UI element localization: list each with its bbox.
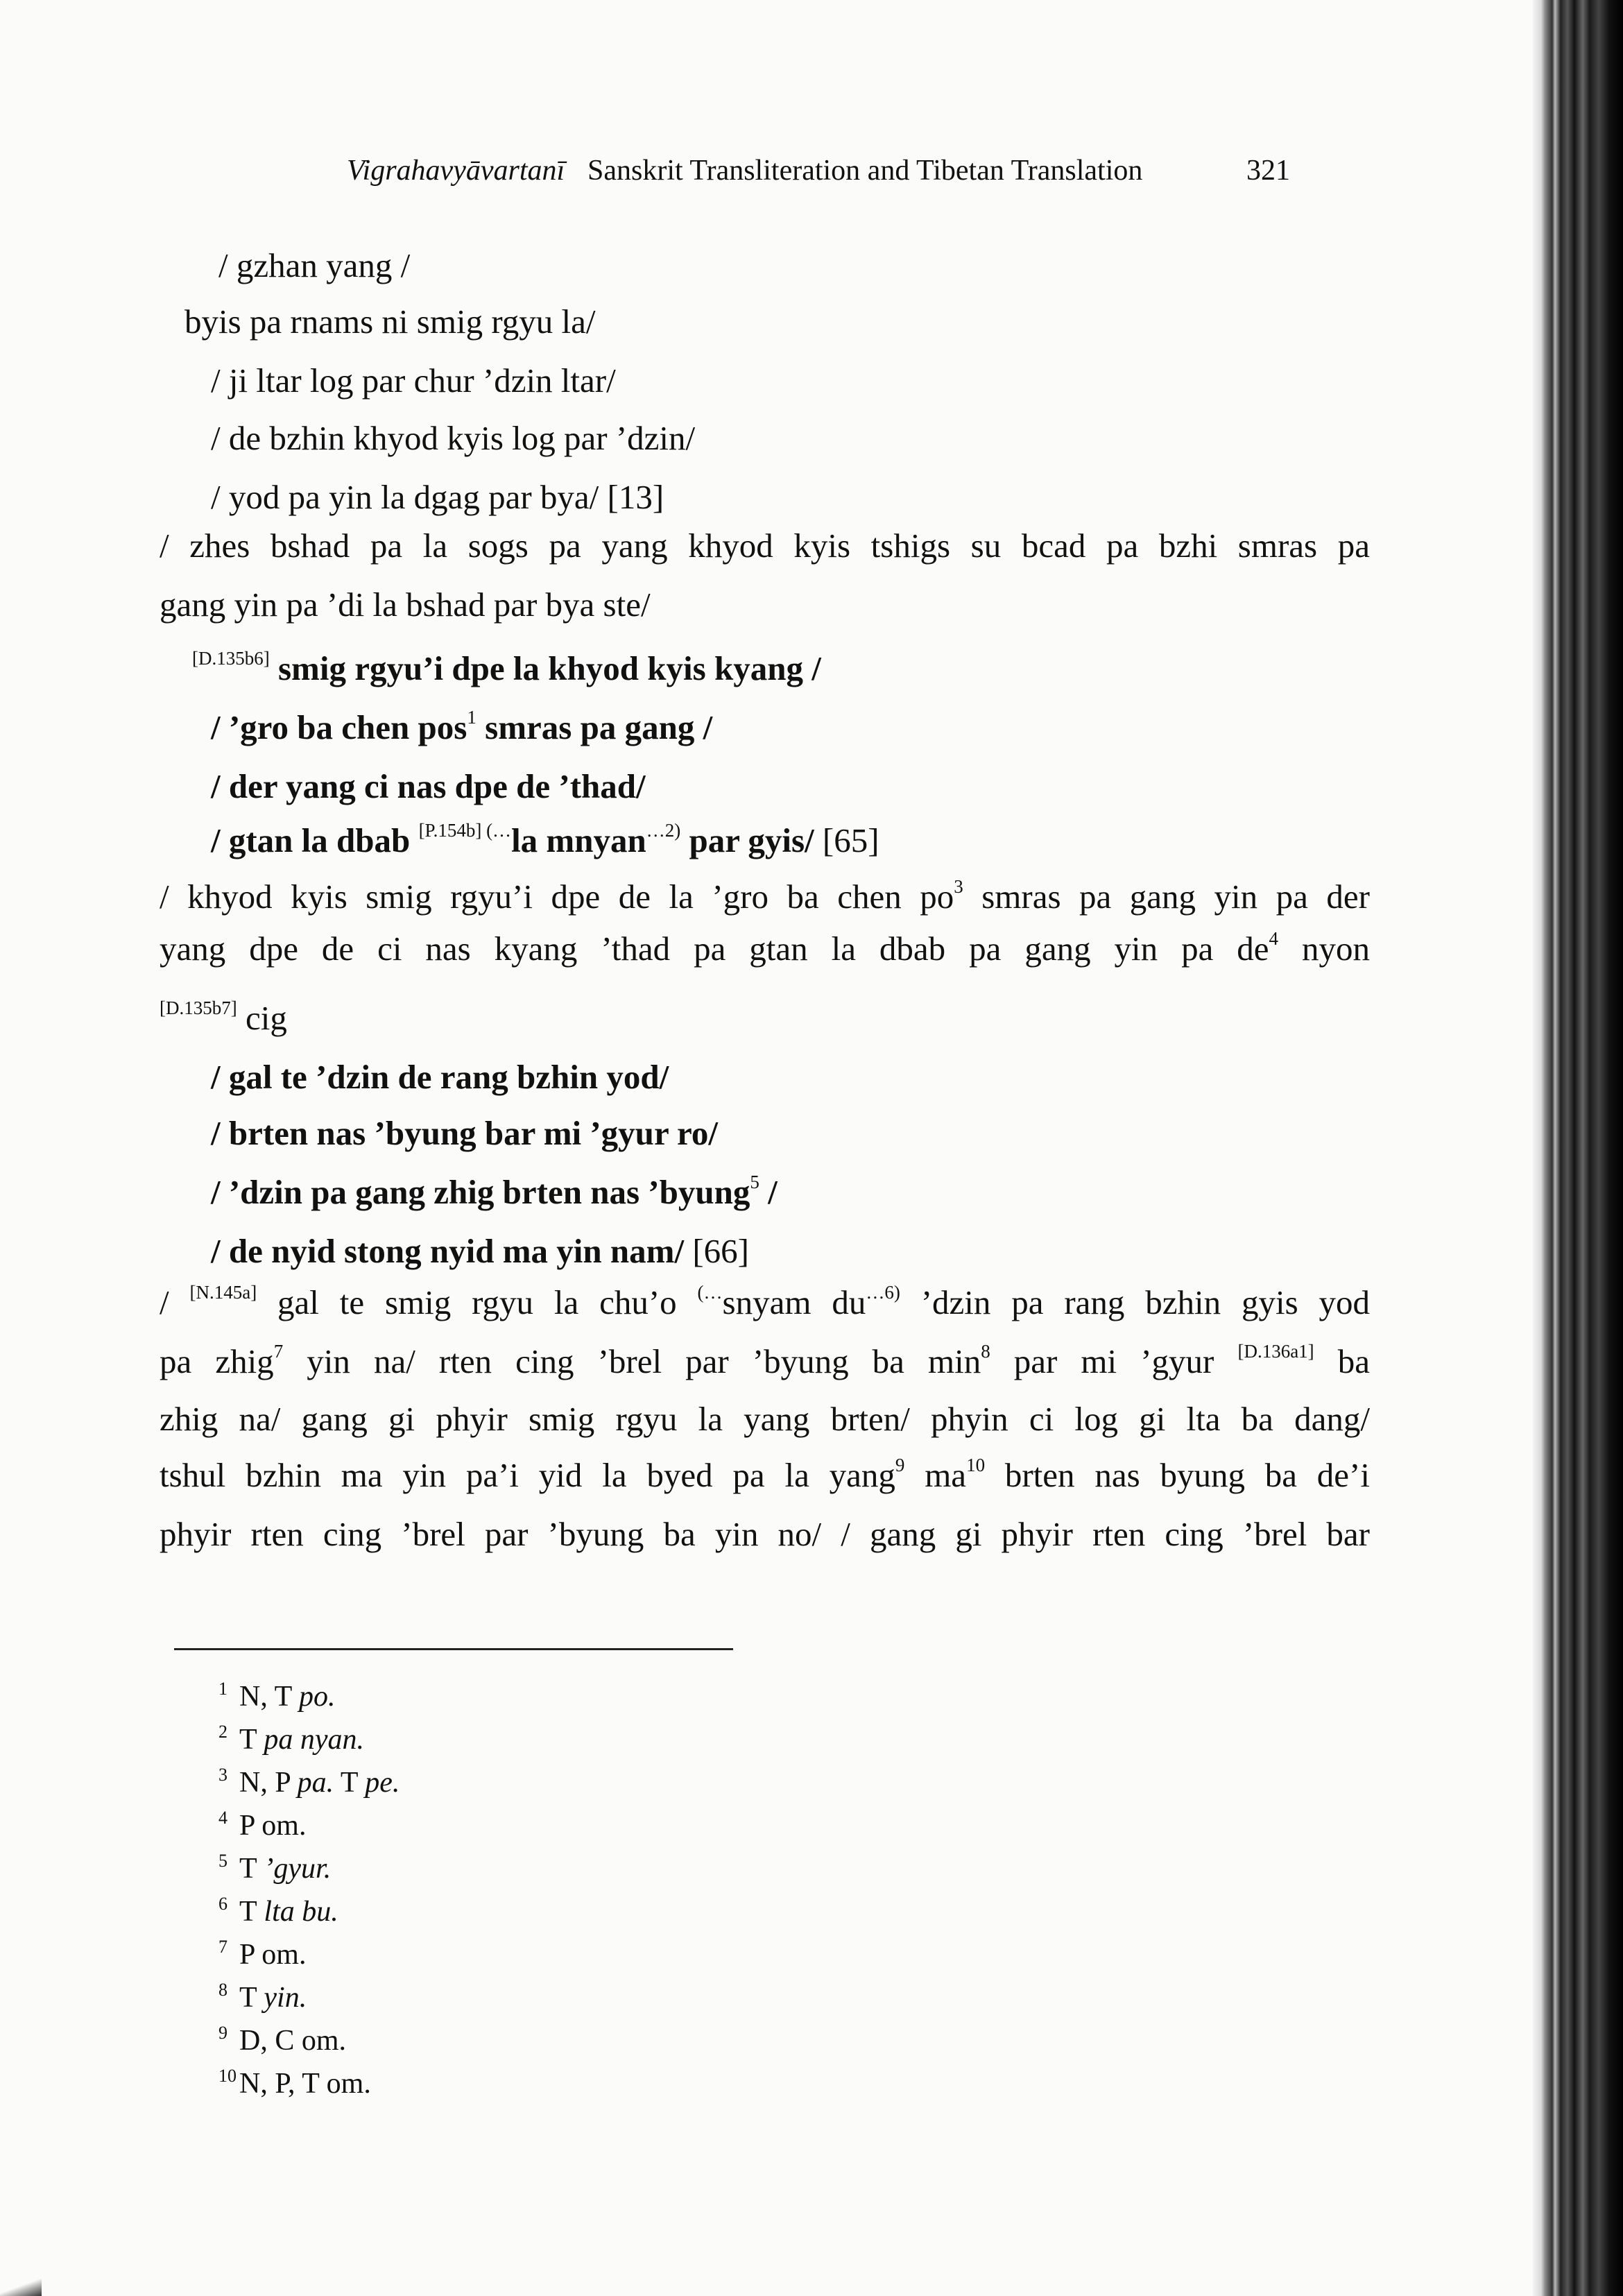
text-segment: / der yang ci nas dpe de ’thad/ [211,767,646,805]
footnote-reading: pe. [365,1767,400,1799]
page-number: 321 [1246,155,1290,187]
text-segment: phyir rten cing ’brel par ’byung ba yin no/ / gang gi phyir rten cing ’brel bar [160,1515,1370,1553]
text-line [211,820,879,866]
footnote-number: 3 [218,1765,227,1785]
section-title: Sanskrit Transliteration and Tibetan Translation [587,155,1143,187]
footnote [218,1765,400,1804]
text-segment: / zhes bshad pa la sogs pa yang khyod kyis tshigs su bcad pa bzhi smras pa [160,526,1370,565]
text-line [160,997,287,1044]
reference-marker: 4 [1269,928,1279,949]
reference-marker: (… [697,1282,723,1303]
text-segment: smras pa gang / [476,708,713,746]
reference-marker: [P.154b] (… [418,820,512,841]
text-line [211,477,664,518]
footnote-number: 6 [218,1894,227,1914]
text-segment: snyam du [722,1283,866,1321]
text-line [211,766,646,807]
footnote [218,1894,338,1933]
text-line [160,1514,1370,1555]
text-line [160,1398,1370,1440]
reference-marker: 3 [954,876,963,897]
footnote-number: 4 [218,1808,227,1828]
text-segment: / yod pa yin la dgag par bya/ [13] [211,478,664,516]
text-line [160,525,1370,567]
text-line [184,301,596,343]
text-segment: [65] [814,821,879,859]
footnote-number: 1 [218,1679,227,1699]
text-line [211,707,712,753]
text-segment: / brten nas ’byung bar mi ’gyur ro/ [211,1114,719,1152]
text-line [192,648,821,694]
footnote-text: N, P, T om. [239,2068,371,2100]
footnote [218,2066,371,2105]
text-segment: / ji ltar log par chur ’dzin ltar/ [211,361,616,400]
text-line [211,360,616,402]
text-line [211,1113,718,1154]
text-line [160,1455,1370,1501]
text-segment: / [160,1283,190,1321]
footnote-number: 10 [218,2066,237,2086]
text-line [211,418,695,459]
footnote-number: 7 [218,1937,227,1957]
text-segment: / gal te ’dzin de rang bzhin yod/ [211,1058,669,1096]
footnote-reading: po. [298,1681,336,1713]
text-line [160,1282,1370,1328]
scanned-book-edge [1533,0,1623,2296]
text-segment: gang yin pa ’di la bshad par bya ste/ [160,585,651,624]
text-segment: byis pa rnams ni smig rgyu la/ [184,302,596,341]
text-segment: yang dpe de ci nas kyang ’thad pa gtan la dbab pa gang yin pa de [160,929,1269,968]
text-segment: / de bzhin khyod kyis log par ’dzin/ [211,419,696,457]
text-line [218,245,410,286]
text-segment: ba [1314,1342,1370,1380]
text-segment: cig [237,999,287,1037]
footnote [218,1722,364,1760]
reference-marker: [D.135b6] [192,648,270,669]
footnote-text: N, T [239,1681,299,1713]
reference-marker: 7 [273,1341,284,1362]
footnote-reading: yin. [264,1982,307,2014]
footnote-reading: pa nyan. [264,1724,365,1756]
text-segment: / gzhan yang / [218,246,411,284]
text-segment: nyon [1278,929,1370,968]
text-segment: par mi ’gyur [990,1342,1238,1380]
text-segment: / [759,1173,778,1211]
footnote-number: 8 [218,1980,227,2000]
footnote [218,1808,306,1847]
text-segment: / de nyid stong nyid ma yin nam/ [211,1232,685,1270]
reference-marker: 10 [966,1455,986,1475]
footnote-rule [174,1648,733,1650]
text-line [211,1231,749,1272]
footnote-text: T [239,1982,264,2014]
text-segment: [66] [684,1232,749,1270]
scan-corner-shadow [0,2275,42,2296]
text-segment: par gyis/ [680,821,814,859]
text-line [211,1172,778,1218]
text-segment: zhig na/ gang gi phyir smig rgyu la yang brten/ phyin ci log gi lta ba dang/ [160,1400,1370,1438]
text-line [160,876,1370,923]
footnote-text: P om. [239,1939,307,1971]
text-segment: / khyod kyis smig rgyu’i dpe de la ’gro ba chen po [160,877,954,916]
text-segment: yin na/ rten cing ’brel par ’byung ba min [283,1342,981,1380]
text-segment: brten nas byung ba de’i [985,1456,1370,1494]
reference-marker: 9 [895,1455,905,1475]
text-segment: / ’dzin pa gang zhig brten nas ’byung [211,1173,750,1211]
footnote-number: 2 [218,1722,227,1742]
footnote-text: N, P [239,1767,298,1799]
footnote [218,1679,335,1717]
text-segment: ma [904,1456,967,1494]
reference-marker: …6) [866,1282,900,1303]
footnote-text: T [239,1724,264,1756]
footnote-text: T [239,1896,264,1928]
text-segment: / ’gro ba chen pos [211,708,467,746]
footnote [218,1980,307,2019]
text-line [160,584,651,626]
footnote-text: T [239,1853,264,1885]
footnote-reading: pa. [297,1767,334,1799]
footnote-text: T [334,1767,366,1799]
footnote-reading: lta bu. [264,1896,338,1928]
text-segment: tshul bzhin ma yin pa’i yid la byed pa la yang [160,1456,895,1494]
reference-marker: …2) [646,820,681,841]
text-line [160,928,1370,975]
text-segment: pa zhig [160,1342,274,1380]
text-line [211,1056,669,1098]
reference-marker: [N.145a] [189,1282,257,1303]
reference-marker: 8 [981,1341,990,1362]
footnote-text: D, C om. [239,2025,347,2057]
text-segment: gal te smig rgyu la chu’o [257,1283,698,1321]
text-segment: la mnyan [511,821,646,859]
reference-marker: 1 [467,707,476,728]
footnote-reading: ’gyur. [264,1853,332,1885]
footnote [218,1851,331,1890]
footnote-number: 5 [218,1851,227,1871]
footnote-number: 9 [218,2023,227,2043]
reference-marker: 5 [750,1172,759,1192]
footnote [218,2023,346,2062]
text-line [160,1341,1370,1387]
text-segment: / gtan la dbab [211,821,419,859]
footnote [218,1937,306,1976]
text-segment: ’dzin pa rang bzhin gyis yod [900,1283,1370,1321]
text-segment: smig rgyu’i dpe la khyod kyis kyang / [269,649,821,687]
reference-marker: [D.135b7] [160,997,237,1018]
book-title: Vigrahavyāvartanī [347,155,565,187]
reference-marker: [D.136a1] [1237,1341,1314,1362]
footnote-text: P om. [239,1810,307,1842]
text-segment: smras pa gang yin pa der [963,877,1370,916]
